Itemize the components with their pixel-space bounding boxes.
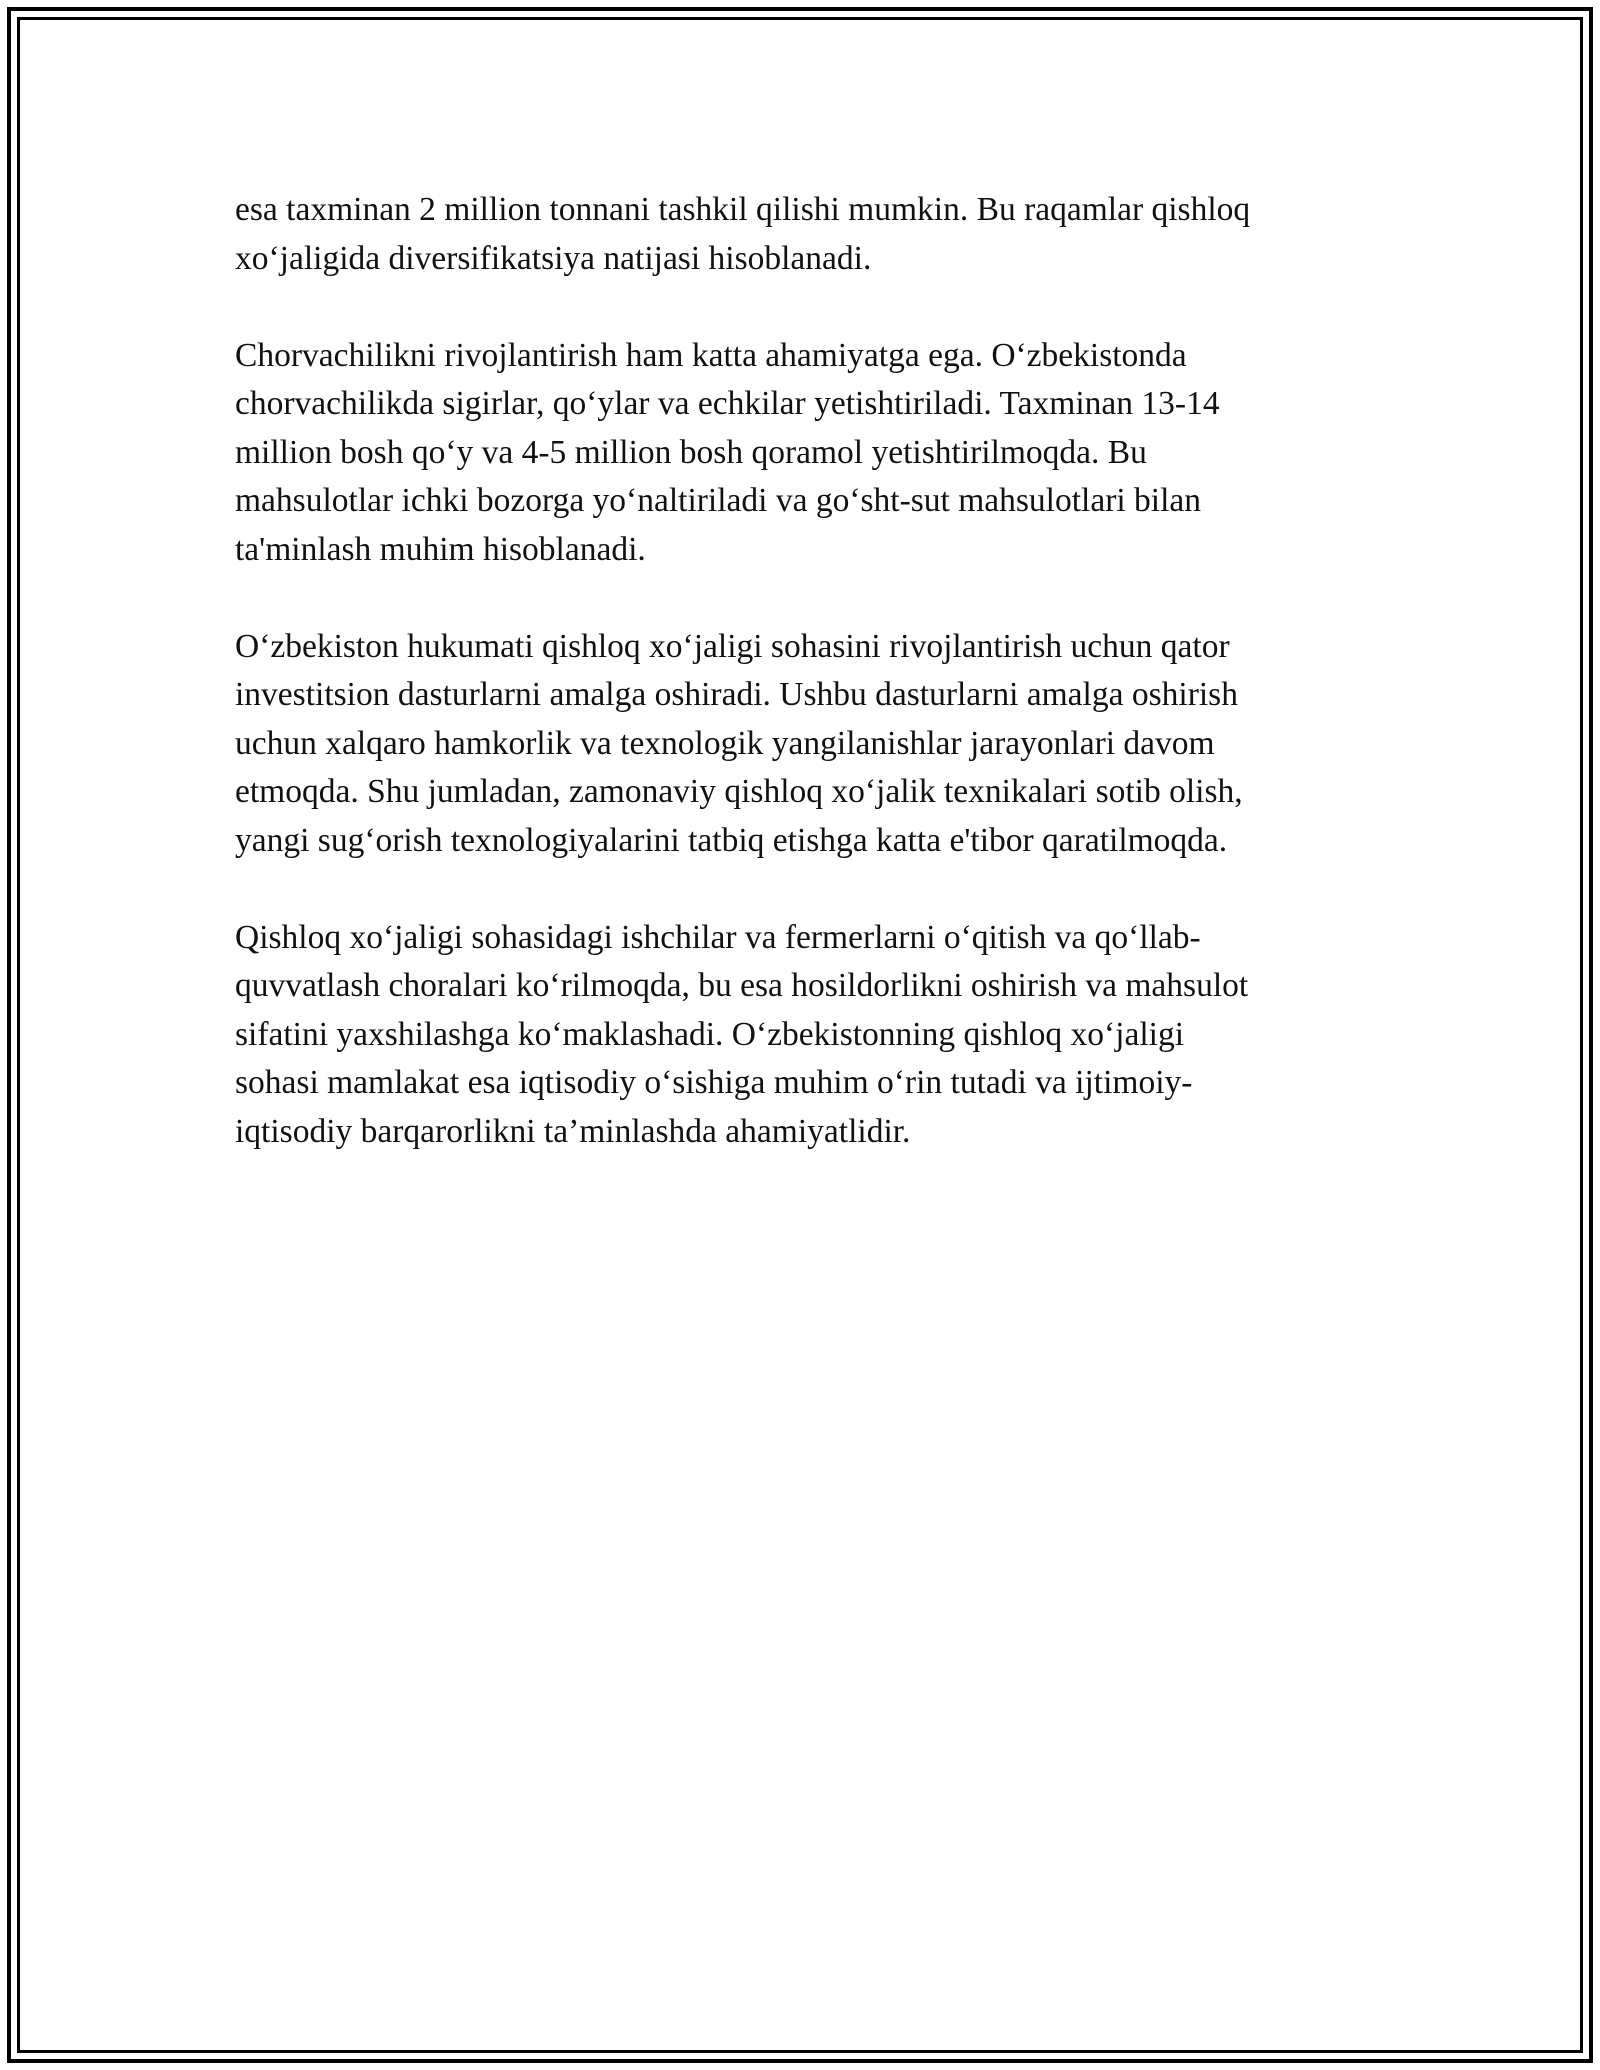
text-line: Qishloq xo‘jaligi sohasidagi ishchilar va fermerlarni o‘qitish va qo‘llab- xyxy=(235,918,1201,956)
text-line: investitsion dasturlarni amalga oshiradi. Ushbu dasturlarni amalga oshirish xyxy=(235,676,1238,713)
text-line: uchun xalqaro hamkorlik va texnologik yangilanishlar jarayonlari davom xyxy=(235,724,1215,762)
paragraph-government-investment xyxy=(235,623,1375,866)
text-line: yangi sug‘orish texnologiyalarini tatbiq etishga katta e'tibor qaratilmoqda. xyxy=(235,821,1228,859)
text-line: etmoqda. Shu jumladan, zamonaviy qishloq xo‘jalik texnikalari sotib olish, xyxy=(235,773,1243,810)
text-line: mahsulotlar ichki bozorga yo‘naltiriladi va go‘sht-sut mahsulotlari bilan xyxy=(235,482,1202,519)
document-body xyxy=(235,186,1375,1205)
text-line: esa taxminan 2 million tonnani tashkil qilishi mumkin. Bu raqamlar qishloq xyxy=(235,191,1251,228)
text-line: iqtisodiy barqarorlikni ta’minlashda ahamiyatlidir. xyxy=(235,1112,911,1150)
paragraph-livestock-intro xyxy=(235,186,1375,283)
text-line: million bosh qo‘y va 4-5 million bosh qoramol yetishtirilmoqda. Bu xyxy=(235,433,1147,471)
text-line: quvvatlash choralari ko‘rilmoqda, bu esa hosildorlikni oshirish va mahsulot xyxy=(235,967,1249,1004)
text-line: sifatini yaxshilashga ko‘maklashadi. O‘zbekistonning qishloq xo‘jaligi xyxy=(235,1015,1185,1053)
text-line: O‘zbekiston hukumati qishloq xo‘jaligi sohasini rivojlantirish uchun qator xyxy=(235,627,1230,665)
paragraph-training-support xyxy=(235,914,1375,1157)
text-line: chorvachilikda sigirlar, qo‘ylar va echkilar yetishtiriladi. Taxminan 13-14 xyxy=(235,385,1220,422)
text-line: xo‘jaligida diversifikatsiya natijasi hisoblanadi. xyxy=(235,239,872,277)
text-line: Chorvachilikni rivojlantirish ham katta ahamiyatga ega. O‘zbekistonda xyxy=(235,336,1187,374)
text-line: sohasi mamlakat esa iqtisodiy o‘sishiga muhim o‘rin tutadi va ijtimoiy- xyxy=(235,1064,1193,1101)
paragraph-livestock xyxy=(235,332,1375,575)
text-line: ta'minlash muhim hisoblanadi. xyxy=(235,530,646,568)
